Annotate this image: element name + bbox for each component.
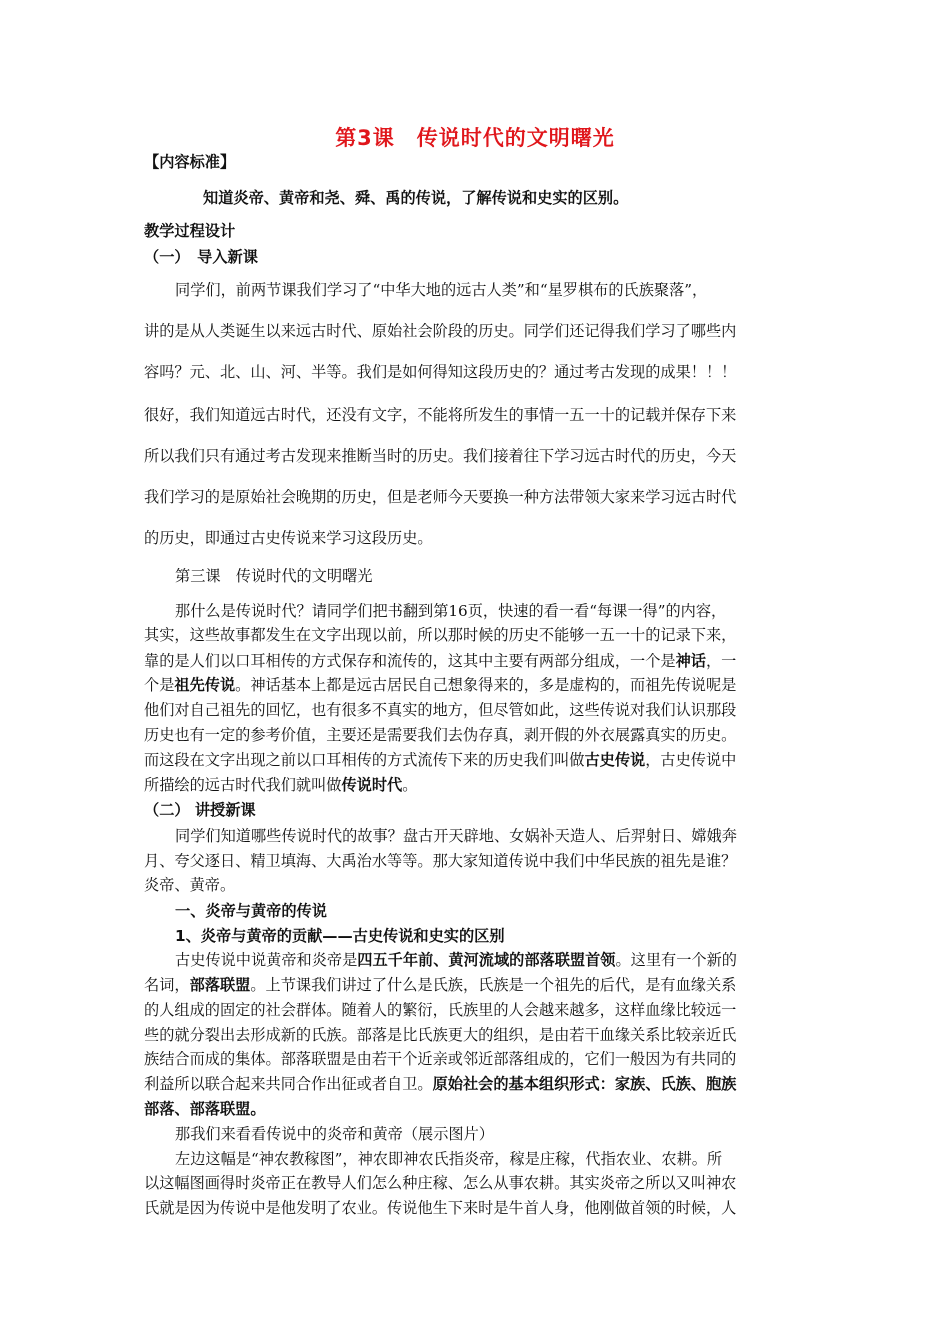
paragraph-line: 其实，这些故事都发生在文字出现以前，所以那时候的历史不能够一五一十的记录下来，: [144, 626, 737, 644]
paragraph-line: 同学们知道哪些传说时代的故事？盘古开天辟地、女娲补天造人、后羿射日、嫦娥奔: [175, 827, 737, 845]
paragraph-line: 他们对自己祖先的回忆，也有很多不真实的地方，但尽管如此，这些传说对我们认识那段: [144, 701, 737, 719]
paragraph-line: 以这幅图画得时炎帝正在教导人们怎么种庄稼、怎么从事农耕。其实炎帝之所以又叫神农: [144, 1174, 737, 1192]
keyword-ancestor-legend: 祖先传说: [174, 676, 236, 694]
paragraph-line: 那我们来看看传说中的炎帝和黄帝（展示图片）: [175, 1125, 494, 1143]
intro-line: 很好，我们知道远古时代，还没有文字，不能将所发生的事情一五一十的记载并保存下来: [144, 406, 737, 424]
paragraph-line: 历史也有一定的参考价值，主要还是需要我们去伪存真，剥开假的外衣展露真实的历史。: [144, 726, 737, 744]
keyword-myth: 神话: [675, 652, 706, 670]
text-run: 古史传说中说黄帝和炎帝是: [175, 951, 358, 969]
text-run: 。这里有一个新的: [615, 951, 737, 969]
section-two-heading: （二） 讲授新课: [144, 801, 256, 819]
text-run: 个是: [144, 676, 175, 694]
paragraph-line: [144, 975, 812, 995]
keyword-org-forms: 原始社会的基本组织形式：家族、氏族、胞族: [432, 1075, 737, 1093]
paragraph-line: [144, 775, 812, 795]
subheading-one: 一、炎帝与黄帝的传说: [175, 902, 327, 920]
text-run: ，古史传说中: [645, 751, 737, 769]
text-run: 利益所以联合起来共同合作出征或者自卫。: [144, 1075, 433, 1093]
paragraph-line: 月、夸父逐日、精卫填海、大禹治水等等。那大家知道传说中我们中华民族的祖先是谁？: [144, 852, 737, 870]
paragraph-line: [144, 675, 812, 695]
text-run: 。: [402, 776, 418, 794]
paragraph-line: 左边这幅是“神农教稼图”，神农即神农氏指炎帝，稼是庄稼，代指农业、农耕。所: [175, 1150, 723, 1168]
content-standard-heading: 【内容标准】: [144, 153, 236, 171]
text-run: ，一: [705, 652, 737, 670]
text-run: 。神话基本上都是远古居民自己想象得来的，多是虚构的，而祖先传说呢是: [235, 676, 737, 694]
intro-line: 的历史，即通过古史传说来学习这段历史。: [144, 529, 433, 547]
paragraph-line: [144, 651, 812, 671]
text-run: 靠的是人们以口耳相传的方式保存和流传的，这其中主要有两部分组成，一个是: [144, 652, 676, 670]
paragraph-line: 些的就分裂出去形成新的氏族。部落是比氏族更大的组织，是由若干血缘关系比较亲近氏: [144, 1026, 737, 1044]
keyword-leader-desc: 四五千年前、黄河流域的部落联盟首领: [357, 951, 616, 969]
paragraph-line: [144, 1074, 812, 1094]
lesson-name-line: 第三课 传说时代的文明曙光: [175, 567, 373, 585]
paragraph-line: [144, 750, 812, 770]
keyword-tribal-alliance: 部落联盟: [189, 976, 251, 994]
paragraph-line: 族结合而成的集体。部落联盟是由若干个近亲或邻近部落组成的，它们一般因为有共同的: [144, 1050, 737, 1068]
paragraph-line: 炎帝、黄帝。: [144, 876, 236, 894]
text-run: 名词，: [144, 976, 190, 994]
lesson-title: 第3课 传说时代的文明曙光: [335, 126, 615, 150]
paragraph-line: 那什么是传说时代？请同学们把书翻到第16页，快速的看一看“每课一得”的内容，: [175, 602, 727, 620]
teaching-design-heading: 教学过程设计: [144, 222, 236, 240]
keyword-legend-era: 传说时代: [341, 776, 403, 794]
paragraph-line: [175, 950, 843, 970]
text-run: 而这段在文字出现之前以口耳相传的方式流传下来的历史我们叫做: [144, 751, 585, 769]
section-one-heading: （一） 导入新课: [144, 248, 258, 266]
paragraph-line: 氏就是因为传说中是他发明了农业。传说他生下来时是牛首人身，他刚做首领的时候，人: [144, 1199, 737, 1217]
content-standard-text: 知道炎帝、黄帝和尧、舜、禹的传说，了解传说和史实的区别。: [203, 189, 629, 207]
paragraph-line: 部落、部落联盟。: [144, 1100, 266, 1118]
intro-line: 讲的是从人类诞生以来远古时代、原始社会阶段的历史。同学们还记得我们学习了哪些内: [144, 322, 737, 340]
intro-line: 我们学习的是原始社会晚期的历史，但是老师今天要换一种方法带领大家来学习远古时代: [144, 488, 737, 506]
keyword-ancient-legend: 古史传说: [584, 751, 646, 769]
intro-line: 所以我们只有通过考古发现来推断当时的历史。我们接着往下学习远古时代的历史，今天: [144, 447, 737, 465]
text-run: 所描绘的远古时代我们就叫做: [144, 776, 342, 794]
paragraph-line: 的人组成的固定的社会群体。随着人的繁衍，氏族里的人会越来越多，这样血缘比较远一: [144, 1001, 737, 1019]
subheading-two: 1、炎帝与黄帝的贡献——古史传说和史实的区别: [175, 927, 505, 945]
intro-line: 同学们，前两节课我们学习了“中华大地的远古人类”和“星罗棋布的氏族聚落”，: [175, 281, 708, 299]
intro-line: 容吗？元、北、山、河、半等。我们是如何得知这段历史的？通过考古发现的成果！！！: [144, 363, 737, 381]
text-run: 。上节课我们讲过了什么是氏族，氏族是一个祖先的后代，是有血缘关系: [250, 976, 737, 994]
